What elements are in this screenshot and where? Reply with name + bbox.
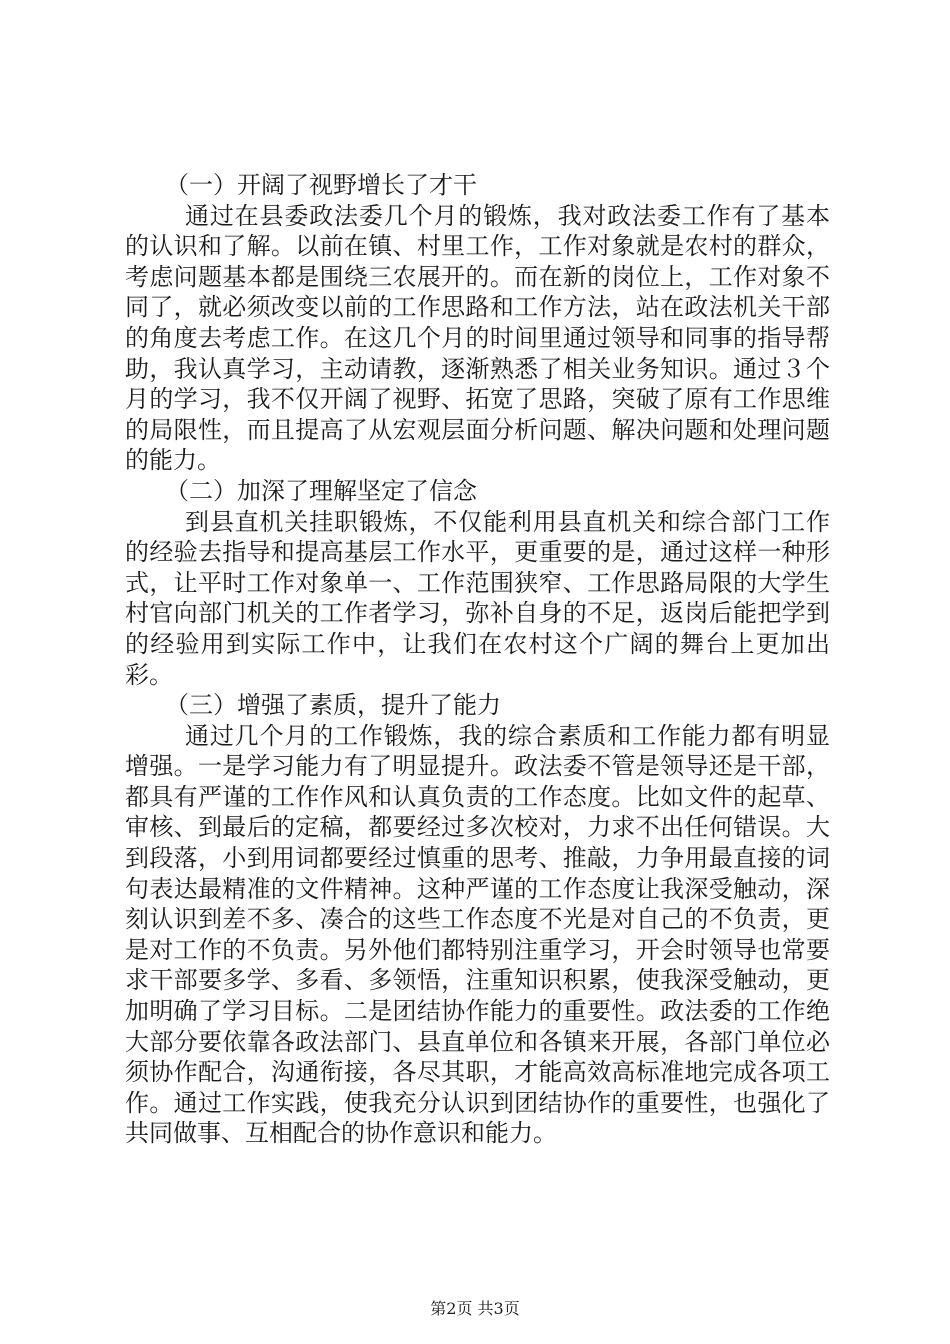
section-paragraph: 到县直机关挂职锻炼，不仅能利用县直机关和综合部门工作的经验去指导和提高基层工作水平，更重要的是，通过这样一种形式，让平时工作对象单一、工作范围狭窄、工作思路局限的大学生村官向部门机关的工作者学习，弥补自身的不足，返岗后能把学到的经验用到实际工作中，让我们在农村这个广阔的舞台上更加出彩。 <box>125 507 830 689</box>
section-heading: （二）加深了理解坚定了信念 <box>165 476 477 505</box>
page-number-footer: 第2页 共3页 <box>430 1299 520 1318</box>
section-paragraph: 通过几个月的工作锻炼，我的综合素质和工作能力都有明显增强。一是学习能力有了明显提升。政法委不管是领导还是干部，都具有严谨的工作作风和认真负责的工作态度。比如文件的起草、审核、到最后的定稿，都要经过多次校对，力求不出任何错误。大到段落，小到用词都要经过慎重的思考、推敲，力争用最直接的词句表达最精准的文件精神。这种严谨的工作态度让我深受触动，深刻认识到差不多、凑合的这些工作态度不光是对自己的不负责，更是对工作的不负责。另外他们都特别注重学习，开会时领导也常要求干部要多学、多看、多领悟，注重知识积累，使我深受触动，更加明确了学习目标。二是团结协作能力的重要性。政法委的工作绝大部分要依靠各政法部门、县直单位和各镇来开展，各部门单位必须协作配合，沟通衔接，各尽其职，才能高效高标准地完成各项工作。通过工作实践，使我充分认识到团结协作的重要性，也强化了共同做事、互相配合的协作意识和能力。 <box>125 721 830 1148</box>
document-body <box>125 170 830 1149</box>
section-heading: （一）开阔了视野增长了才干 <box>165 171 477 199</box>
section-paragraph: 通过在县委政法委几个月的锻炼，我对政法委工作有了基本的认识和了解。以前在镇、村里工作，工作对象就是农村的群众，考虑问题基本都是围绕三农展开的。而在新的岗位上，工作对象不同了，就必须改变以前的工作思路和工作方法，站在政法机关干部的角度去考虑工作。在这几个月的时间里通过领导和同事的指导帮助，我认真学习，主动请教，逐渐熟悉了相关业务知识。通过３个月的学习，我不仅开阔了视野、拓宽了思路，突破了原有工作思维的局限性，而且提高了从宏观层面分析问题、解决问题和处理问题的能力。 <box>125 201 830 475</box>
section-heading: （三）增强了素质，提升了能力 <box>165 691 501 720</box>
